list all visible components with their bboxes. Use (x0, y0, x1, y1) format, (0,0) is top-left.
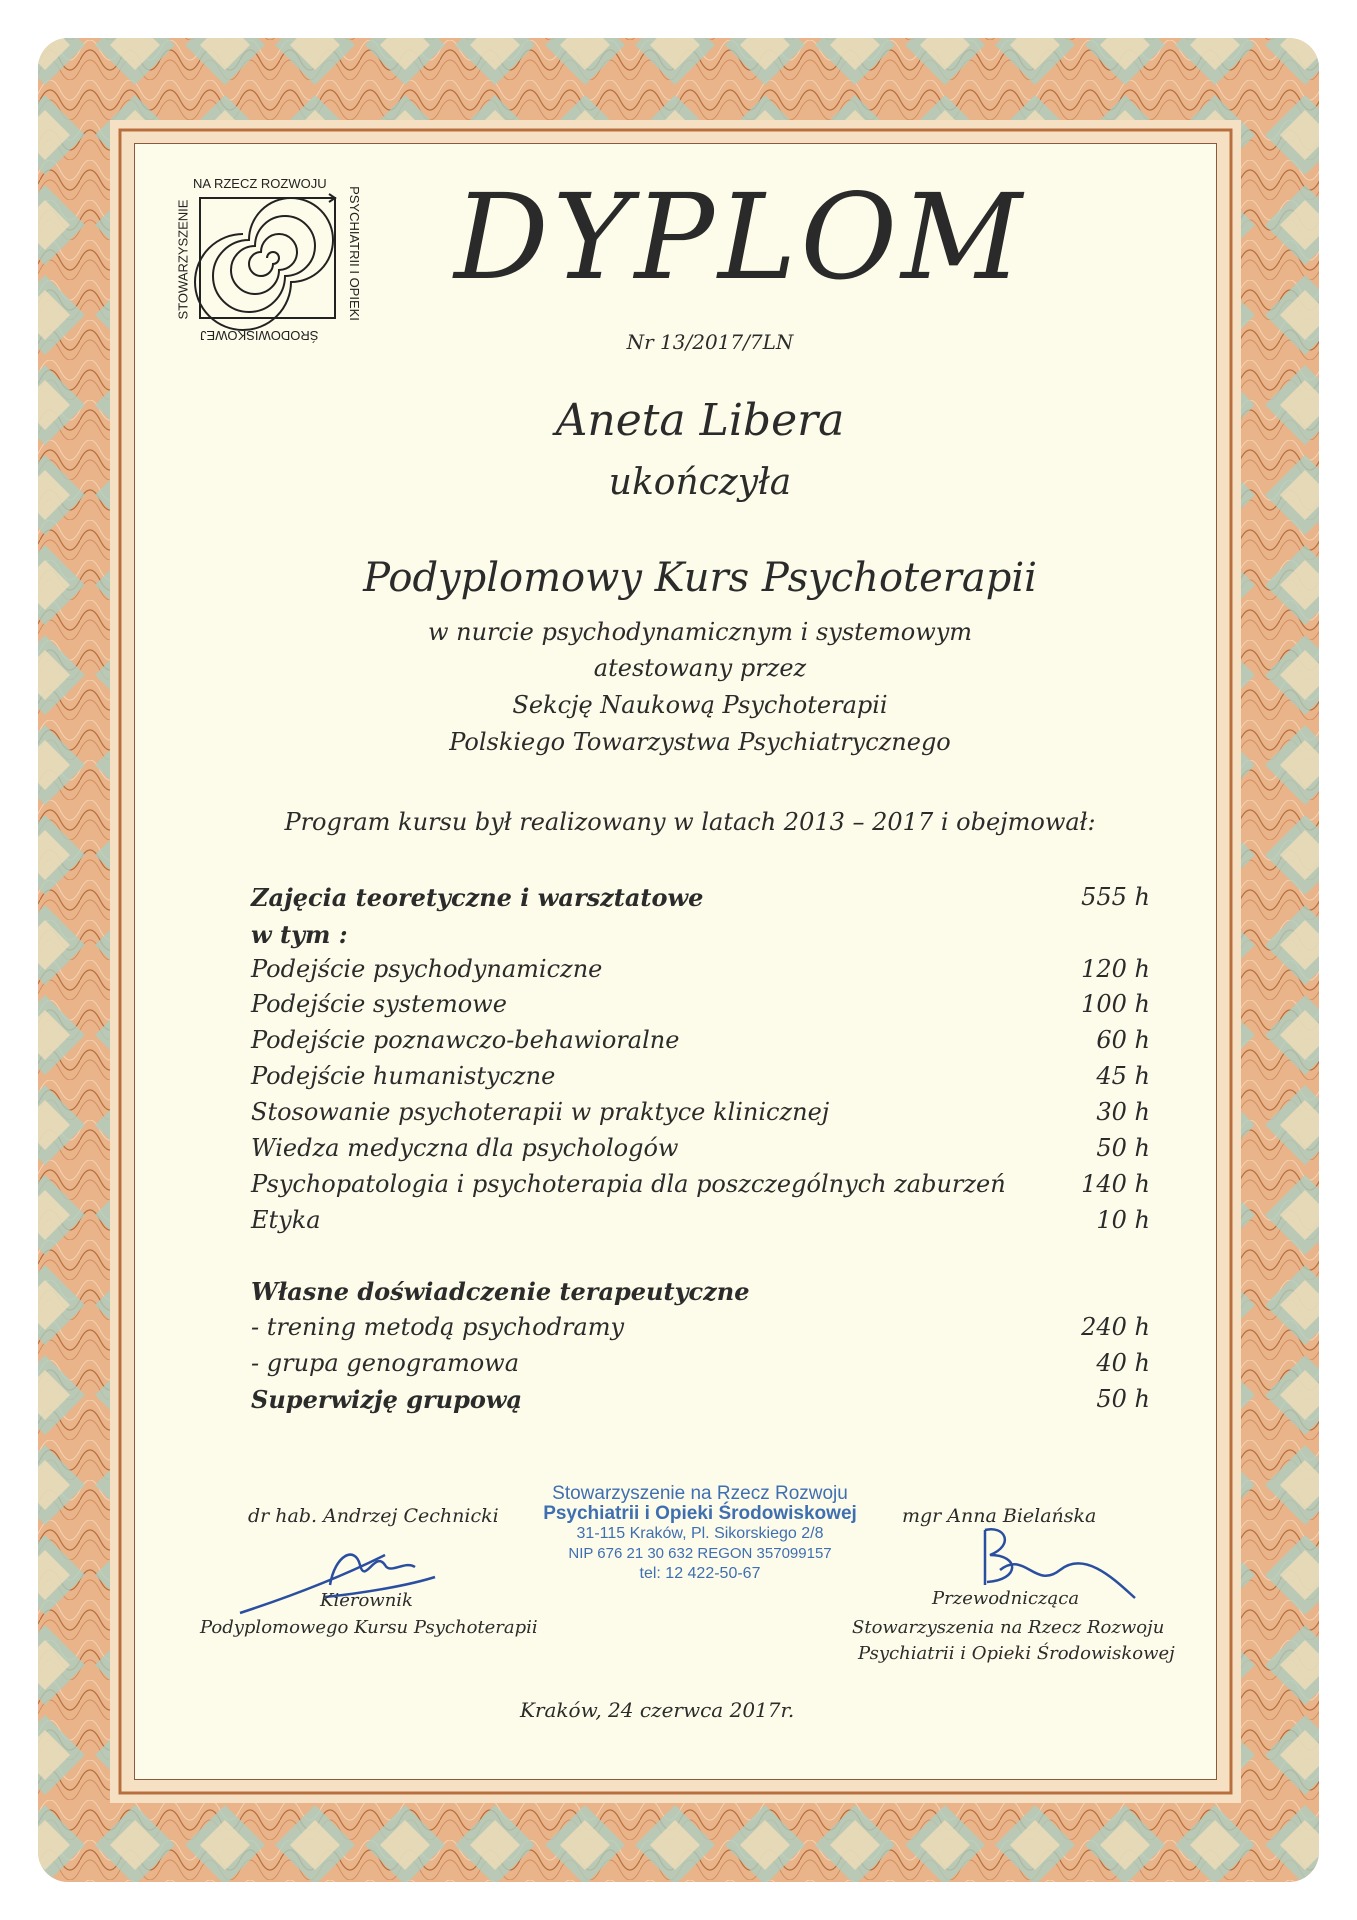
association-stamp (540, 1484, 860, 1584)
signatory-right-role: Przewodnicząca (932, 1588, 1080, 1609)
diploma-title: DYPLOM (454, 168, 1026, 306)
stamp-line: Psychiatrii i Opieki Środowiskowej (543, 1503, 857, 1524)
place-date: Kraków, 24 czerwca 2017r. (520, 1698, 795, 1722)
signatory-left-name: dr hab. Andrzej Cechnicki (248, 1505, 499, 1527)
stamp-line: Stowarzyszenie na Rzecz Rozwoju (552, 1483, 848, 1504)
list-item-hours: 10 h (1096, 1206, 1150, 1234)
list-item: Stosowanie psychoterapii w praktyce klinicznej (251, 1098, 830, 1126)
course-name: Podyplomowy Kurs Psychoterapii (363, 555, 1037, 601)
course-line: Polskiego Towarzystwa Psychiatrycznego (449, 728, 951, 756)
list-item: Psychopatologia i psychoterapia dla poszczególnych zaburzeń (251, 1170, 1006, 1198)
signatory-left-role: Kierownik (320, 1590, 413, 1611)
list-item-hours: 50 h (1096, 1134, 1150, 1162)
program-intro: Program kursu był realizowany w latach 2013 – 2017 i obejmował: (284, 808, 1096, 836)
list-item: Etyka (251, 1206, 321, 1234)
list-item: Zajęcia teoretyczne i warsztatowe (251, 883, 704, 912)
list-item: Superwizję grupową (251, 1385, 523, 1414)
logo-text-left: STOWARZYSZENIE (175, 199, 191, 320)
course-line: atestowany przez (593, 654, 807, 682)
association-logo (175, 178, 370, 348)
spiral-logo-icon (175, 178, 370, 348)
list-item: Podejście humanistyczne (251, 1062, 556, 1090)
list-item-hours: 120 h (1081, 955, 1150, 983)
list-item: Podejście poznawczo-behawioralne (251, 1026, 680, 1054)
list-item-hours: 140 h (1081, 1170, 1150, 1198)
list-item-hours: 40 h (1096, 1349, 1150, 1377)
course-line: Sekcję Naukową Psychoterapii (512, 691, 888, 719)
list-item-hours: 240 h (1081, 1313, 1150, 1341)
list-item: - trening metodą psychodramy (251, 1313, 625, 1341)
list-item-hours: 50 h (1096, 1385, 1150, 1413)
completed-label: ukończyła (608, 462, 792, 503)
stamp-line: 31-115 Kraków, Pl. Sikorskiego 2/8 (576, 1525, 824, 1542)
logo-text-right: PSYCHIATRII I OPIEKI (346, 186, 362, 321)
list-item: Podejście systemowe (251, 990, 507, 1018)
stamp-line: NIP 676 21 30 632 REGON 357099157 (568, 1545, 832, 1562)
logo-text-top: NA RZECZ ROZWOJU (193, 176, 327, 191)
list-item: Podejście psychodynamiczne (251, 955, 603, 983)
stamp-line: tel: 12 422-50-67 (639, 1565, 761, 1582)
list-item-hours: 60 h (1096, 1026, 1150, 1054)
list-item: Własne doświadczenie terapeutyczne (251, 1277, 750, 1306)
signatory-right-role: Stowarzyszenia na Rzecz Rozwoju (852, 1617, 1165, 1638)
course-line: w nurcie psychodynamicznym i systemowym (427, 618, 973, 646)
list-item-hours: 45 h (1096, 1062, 1150, 1090)
list-item-hours: 100 h (1081, 990, 1150, 1018)
recipient-name: Aneta Libera (555, 395, 845, 446)
list-item: Wiedza medyczna dla psychologów (251, 1134, 679, 1162)
list-item: - grupa genogramowa (251, 1349, 520, 1377)
signatory-right-name: mgr Anna Bielańska (902, 1505, 1097, 1527)
list-item-hours: 30 h (1096, 1098, 1150, 1126)
signatory-left-role: Podyplomowego Kursu Psychoterapii (200, 1617, 538, 1638)
logo-text-bottom: ŚRODOWISKOWEJ (200, 328, 319, 343)
diploma-number: Nr 13/2017/7LN (626, 330, 794, 354)
signatory-right-role: Psychiatrii i Opieki Środowiskowej (858, 1643, 1175, 1664)
list-item-hours: 555 h (1081, 883, 1150, 911)
list-item: w tym : (251, 920, 348, 949)
